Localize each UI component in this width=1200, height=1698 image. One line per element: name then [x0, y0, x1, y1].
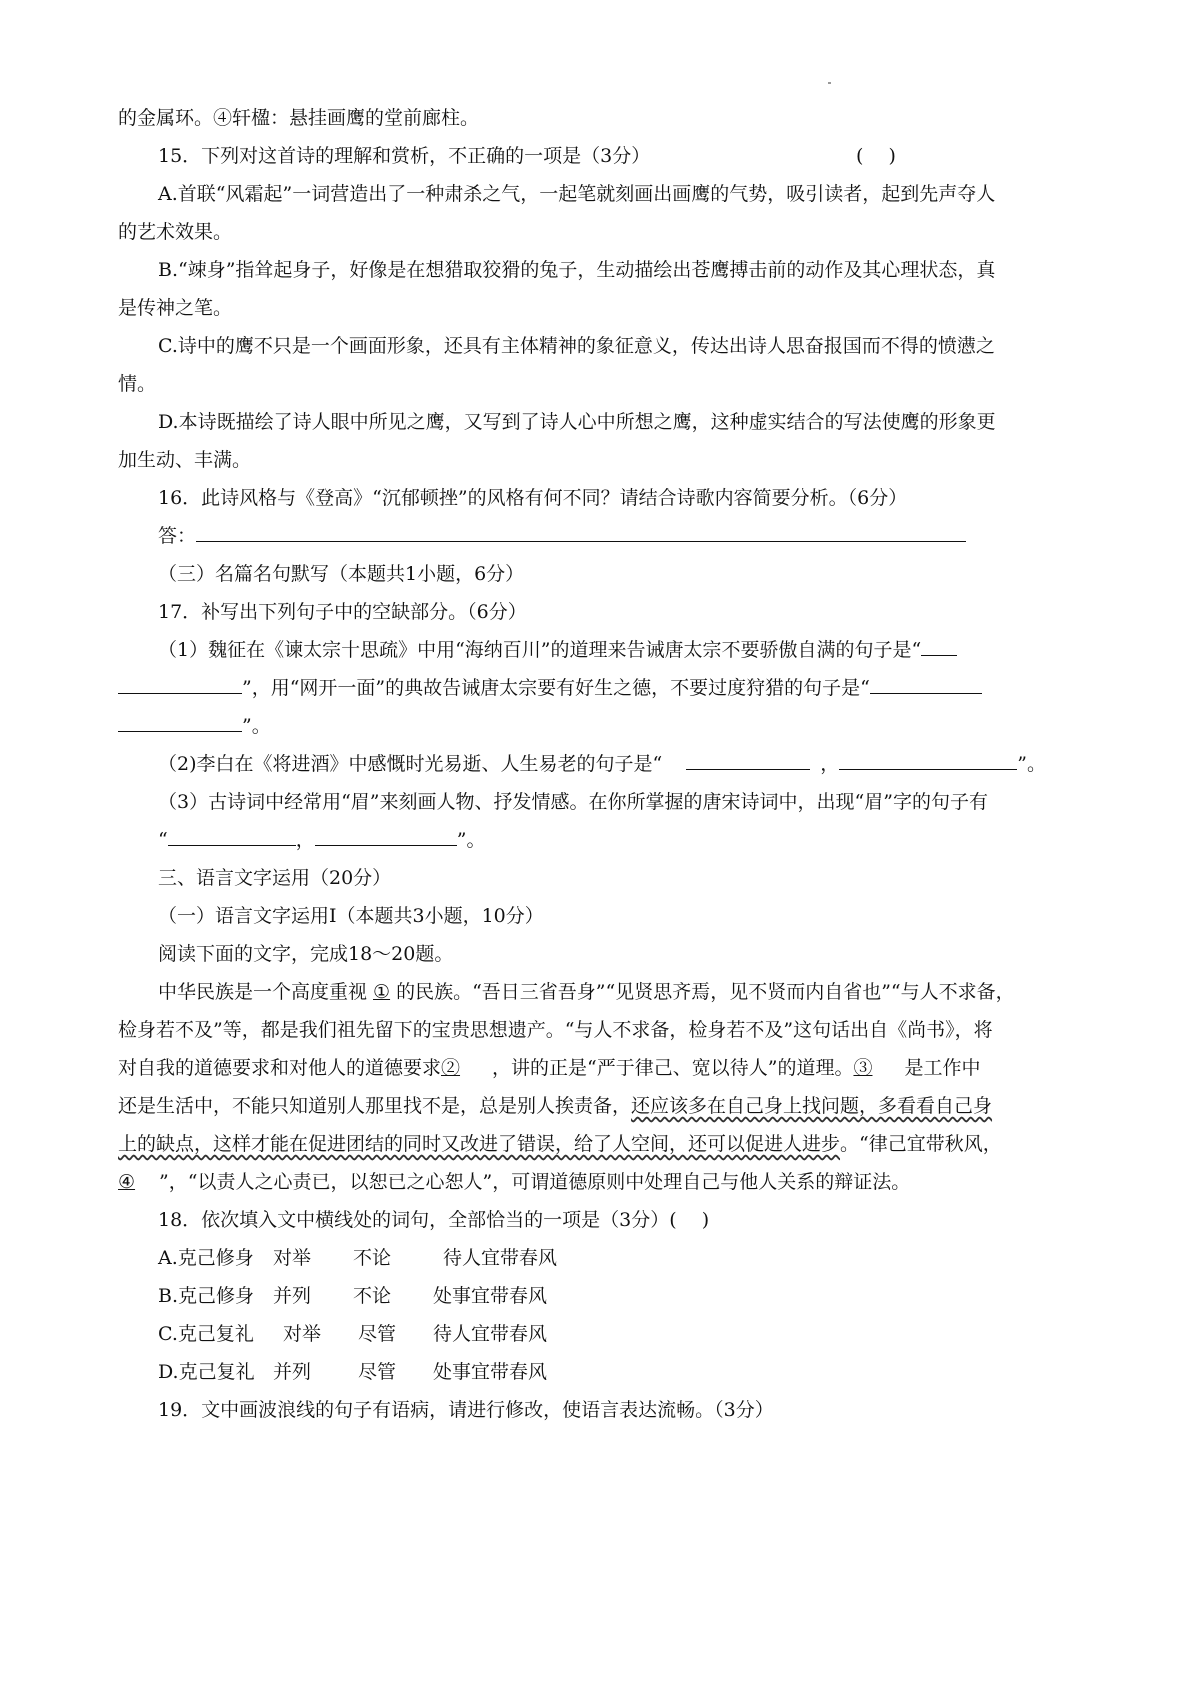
part-3-subheading: （一）语言文字运用I（本题共3小题，10分）: [158, 905, 544, 927]
option-18-A-col1: A.克己修身: [158, 1247, 254, 1269]
answer-label: 答：: [158, 525, 197, 547]
fill-blank-6[interactable]: [315, 827, 457, 846]
option-18-A-col4: 待人宜带春风: [443, 1247, 558, 1269]
passage-text: ，讲的正是“严于律己、宽以待人”的道理。: [492, 1057, 854, 1079]
closing-quote: ”。: [456, 829, 486, 851]
blank-marker-2[interactable]: ②: [441, 1057, 461, 1079]
option-18-D-col3: 尽管: [358, 1361, 397, 1383]
option-18-C-col3: 尽管: [358, 1323, 397, 1345]
question-18-stem: 18．依次填入文中横线处的词句，全部恰当的一项是（3分）( ): [158, 1209, 710, 1231]
question-17-1-line1: [158, 636, 957, 664]
answer-bracket-15: ( ): [856, 145, 896, 167]
question-16-stem: 16．此诗风格与《登高》“沉郁顿挫”的风格有何不同？请结合诗歌内容简要分析。（6分）: [158, 487, 908, 509]
passage-line-2: 检身若不及”等，都是我们祖先留下的宝贵思想遗产。“与人不求备，检身若不及”这句话出自《尚书》，将: [118, 1019, 993, 1041]
open-quote: “: [158, 829, 168, 851]
reading-instruction: 阅读下面的文字，完成18～20题。: [158, 943, 454, 965]
passage-text: 对自我的道德要求和对他人的道德要求: [118, 1057, 442, 1079]
option-18-C[interactable]: [158, 1320, 547, 1348]
blank-marker-1[interactable]: ①: [373, 981, 391, 1003]
option-18-B[interactable]: [158, 1282, 547, 1310]
question-15-stem: 15．下列对这首诗的理解和赏析，不正确的一项是（3分）: [158, 145, 651, 167]
fill-blank-1b[interactable]: [118, 675, 242, 694]
passage-text: 是工作中: [904, 1057, 981, 1079]
blank-marker-4[interactable]: ④: [118, 1171, 136, 1193]
question-17-stem: 17．补写出下列句子中的空缺部分。（6分）: [158, 601, 527, 623]
passage-line-6: [118, 1168, 910, 1196]
fill-blank-2b[interactable]: [118, 713, 242, 732]
option-15-C-line1: C.诗中的鹰不只是一个画面形象，还具有主体精神的象征意义，传达出诗人思奋报国而不得的愤懑之: [158, 335, 995, 357]
option-15-B-line1: B.“竦身”指耸起身子，好像是在想猎取狡猾的兔子，生动描绘出苍鹰搏击前的动作及其心理状态，真: [158, 259, 996, 281]
passage-text: ”，“以责人之心责已，以恕已之心恕人”，可谓道德原则中处理自己与他人关系的辩证法。: [159, 1171, 911, 1193]
fill-blank-2a[interactable]: [870, 675, 982, 694]
question-17-3-line2: [158, 826, 485, 854]
passage-line-4: [118, 1092, 992, 1120]
option-18-B-col4: 处事宜带春风: [433, 1285, 548, 1307]
option-18-B-col1: B.克己修身: [158, 1285, 255, 1307]
passage-line-1: [158, 978, 1015, 1006]
option-18-A-col3: 不论: [353, 1247, 392, 1269]
option-18-D-col1: D.克己复礼: [158, 1361, 255, 1383]
passage-line-5: [118, 1130, 1002, 1158]
option-15-D-line2: 加生动、丰满。: [118, 449, 252, 471]
question-17-2-text: （2)李白在《将进酒》中感慨时光易逝、人生易老的句子是“: [158, 753, 663, 775]
passage-text: 。“律己宜带秋风，: [840, 1133, 1002, 1155]
fill-blank-3[interactable]: [686, 751, 810, 770]
section-3-heading: （三）名篇名句默写（本题共1小题，6分）: [158, 563, 525, 585]
question-19-stem: 19．文中画波浪线的句子有语病，请进行修改，使语言表达流畅。（3分）: [158, 1399, 774, 1421]
comma: ，: [295, 829, 315, 851]
question-17-1-text: ”，用“网开一面”的典故告诫唐太宗要有好生之德，不要过度狩猎的句子是“: [242, 677, 870, 699]
passage-text: 的民族。“吾日三省吾身”“见贤思齐焉，见不贤而内自省也”“与人不求备，: [396, 981, 1015, 1003]
option-15-A-line1: A.首联“风霜起”一词营造出了一种肃杀之气，一起笔就刻画出画鹰的气势，吸引读者，起到先声夺人: [158, 183, 996, 205]
fill-blank-1a[interactable]: [921, 637, 957, 656]
option-18-A[interactable]: [158, 1244, 557, 1272]
option-15-D-line1: D.本诗既描绘了诗人眼中所见之鹰，又写到了诗人心中所想之鹰，这种虚实结合的写法使鹰的形象更: [158, 411, 996, 433]
question-17-3-line1: （3）古诗词中经常用“眉”来刻画人物、抒发情感。在你所掌握的唐宋诗词中，出现“眉”字的句子有: [158, 791, 988, 813]
fill-blank-4[interactable]: [839, 751, 1017, 770]
closing-quote: ”。: [1017, 753, 1046, 775]
option-18-D-col2: 并列: [273, 1361, 312, 1383]
option-18-B-col2: 并列: [273, 1285, 312, 1307]
passage-text: 还是生活中，不能只知道别人那里找不是，总是别人挨责备，: [118, 1095, 632, 1117]
wavy-underlined-sentence: 还应该多在自己身上找问题，多看看自己身: [631, 1095, 993, 1117]
option-15-B-line2: 是传神之笔。: [118, 297, 233, 319]
option-18-C-col1: C.克己复礼: [158, 1323, 254, 1345]
option-18-A-col2: 对举: [273, 1247, 312, 1269]
question-17-1-text: ”。: [242, 715, 271, 737]
option-18-D[interactable]: [158, 1358, 547, 1386]
wavy-underlined-sentence: 上的缺点，这样才能在促进团结的同时又改进了错误，给了人空间，还可以促进人进步: [118, 1133, 841, 1155]
option-15-A-line2: 的艺术效果。: [118, 221, 233, 243]
question-17-1-line2: [118, 674, 982, 702]
answer-line-16[interactable]: [158, 522, 966, 550]
fill-blank-5[interactable]: [168, 827, 296, 846]
question-17-1-text: （1）魏征在《谏太宗十思疏》中用“海纳百川”的道理来告诫唐太宗不要骄傲自满的句子是“: [158, 639, 922, 661]
continued-annotation: 的金属环。④轩楹：悬挂画鹰的堂前廊柱。: [118, 107, 480, 129]
question-17-2: [158, 750, 1046, 778]
answer-blank[interactable]: [196, 523, 966, 542]
part-3-heading: 三、语言文字运用（20分）: [158, 867, 392, 889]
question-17-1-line3: [118, 712, 271, 740]
passage-line-3: [118, 1054, 981, 1082]
option-18-B-col3: 不论: [353, 1285, 392, 1307]
blank-marker-3[interactable]: ③: [853, 1057, 873, 1079]
passage-text: 中华民族是一个高度重视: [158, 981, 368, 1003]
option-18-C-col2: 对举: [283, 1323, 322, 1345]
scan-mark: [828, 82, 831, 84]
option-18-D-col4: 处事宜带春风: [433, 1361, 548, 1383]
option-15-C-line2: 情。: [118, 373, 157, 395]
comma: ，: [820, 753, 840, 775]
option-18-C-col4: 待人宜带春风: [433, 1323, 548, 1345]
